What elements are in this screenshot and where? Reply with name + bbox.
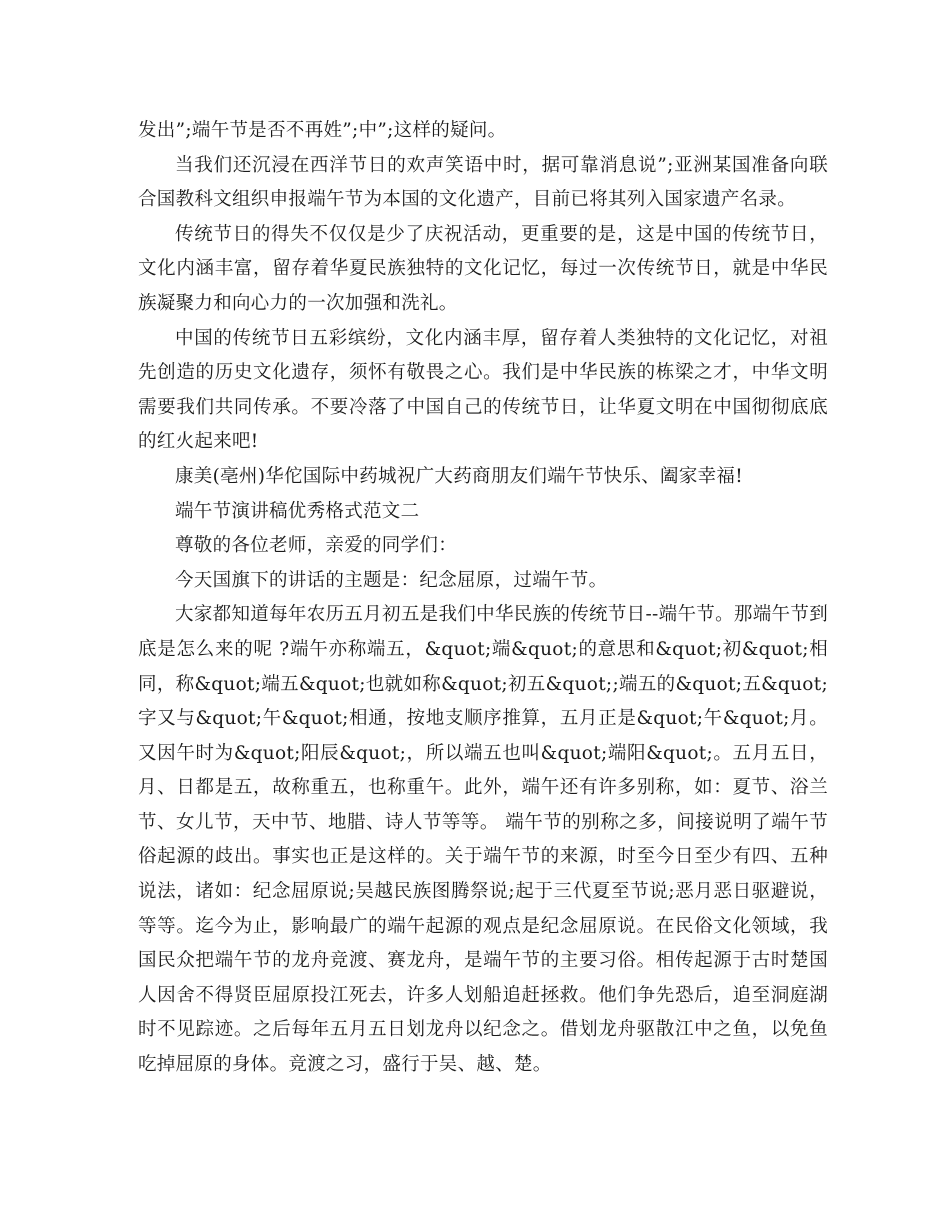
paragraph-2: 当我们还沉浸在西洋节日的欢声笑语中时，据可靠消息说”;亚洲某国准备向联合国教科文组织申报端午节为本国的文化遗产，目前已将其列入国家遗产名录。 xyxy=(138,154,828,211)
section-heading: 端午节演讲稿优秀格式范文二 xyxy=(175,500,420,522)
paragraph-4: 中国的传统节日五彩缤纷，文化内涵丰厚，留存着人类独特的文化记忆，对祖先创造的历史文化遗存，须怀有敬畏之心。我们是中华民族的栋梁之才，中华文明需要我们共同传承。不要冷落了中国自己的传统节日，让华夏文明在中国彻彻底底的红火起来吧! xyxy=(138,327,828,453)
paragraph-5: 康美(亳州)华佗国际中药城祝广大药商朋友们端午节快乐、阖家幸福! xyxy=(175,465,743,487)
paragraph-topic: 今天国旗下的讲话的主题是：纪念屈原，过端午节。 xyxy=(175,569,608,591)
document-body xyxy=(138,114,828,1083)
paragraph-origin: 大家都知道每年农历五月初五是我们中华民族的传统节日--端午节。那端午节到底是怎么来的呢 ?端午亦称端五，&quot;端&quot;的意思和&quot;初&quot;相同，称&quot;端五&quot;也就如称&quot;初五&quot;;端五的&quot;五&quot;字又与&quot;午&quot;相通，按地支顺序推算，五月正是&quot;午&quot;月。又因午时为&quot;阳辰&quot;，所以端五也叫&quot;端阳&quot;。五月五日，月、日都是五，故称重五，也称重午。此外，端午还有许多别称，如：夏节、浴兰节、女儿节，天中节、地腊、诗人节等等。 端午节的别称之多，间接说明了端午节俗起源的歧出。事实也正是这样的。关于端午节的来源，时至今日至少有四、五种说法，诸如：纪念屈原说;吴越民族图腾祭说;起于三代夏至节说;恶月恶日驱避说，等等。迄今为止，影响最广的端午起源的观点是纪念屈原说。在民俗文化领域，我国民众把端午节的龙舟竞渡、赛龙舟，是端午节的主要习俗。相传起源于古时楚国人因舍不得贤臣屈原投江死去，许多人划船追赶拯救。他们争先恐后，追至洞庭湖时不见踪迹。之后每年五月五日划龙舟以纪念之。借划龙舟驱散江中之鱼，以免鱼吃掉屈原的身体。竞渡之习，盛行于吴、越、楚。 xyxy=(138,604,828,1076)
paragraph-1: 发出”;端午节是否不再姓”;中”;这样的疑问。 xyxy=(138,120,507,141)
salutation: 尊敬的各位老师，亲爱的同学们： xyxy=(175,535,458,557)
paragraph-3: 传统节日的得失不仅仅是少了庆祝活动，更重要的是，这是中国的传统节日，文化内涵丰富，留存着华夏民族独特的文化记忆，每过一次传统节日，就是中华民族凝聚力和向心力的一次加强和洗礼。 xyxy=(138,223,828,314)
